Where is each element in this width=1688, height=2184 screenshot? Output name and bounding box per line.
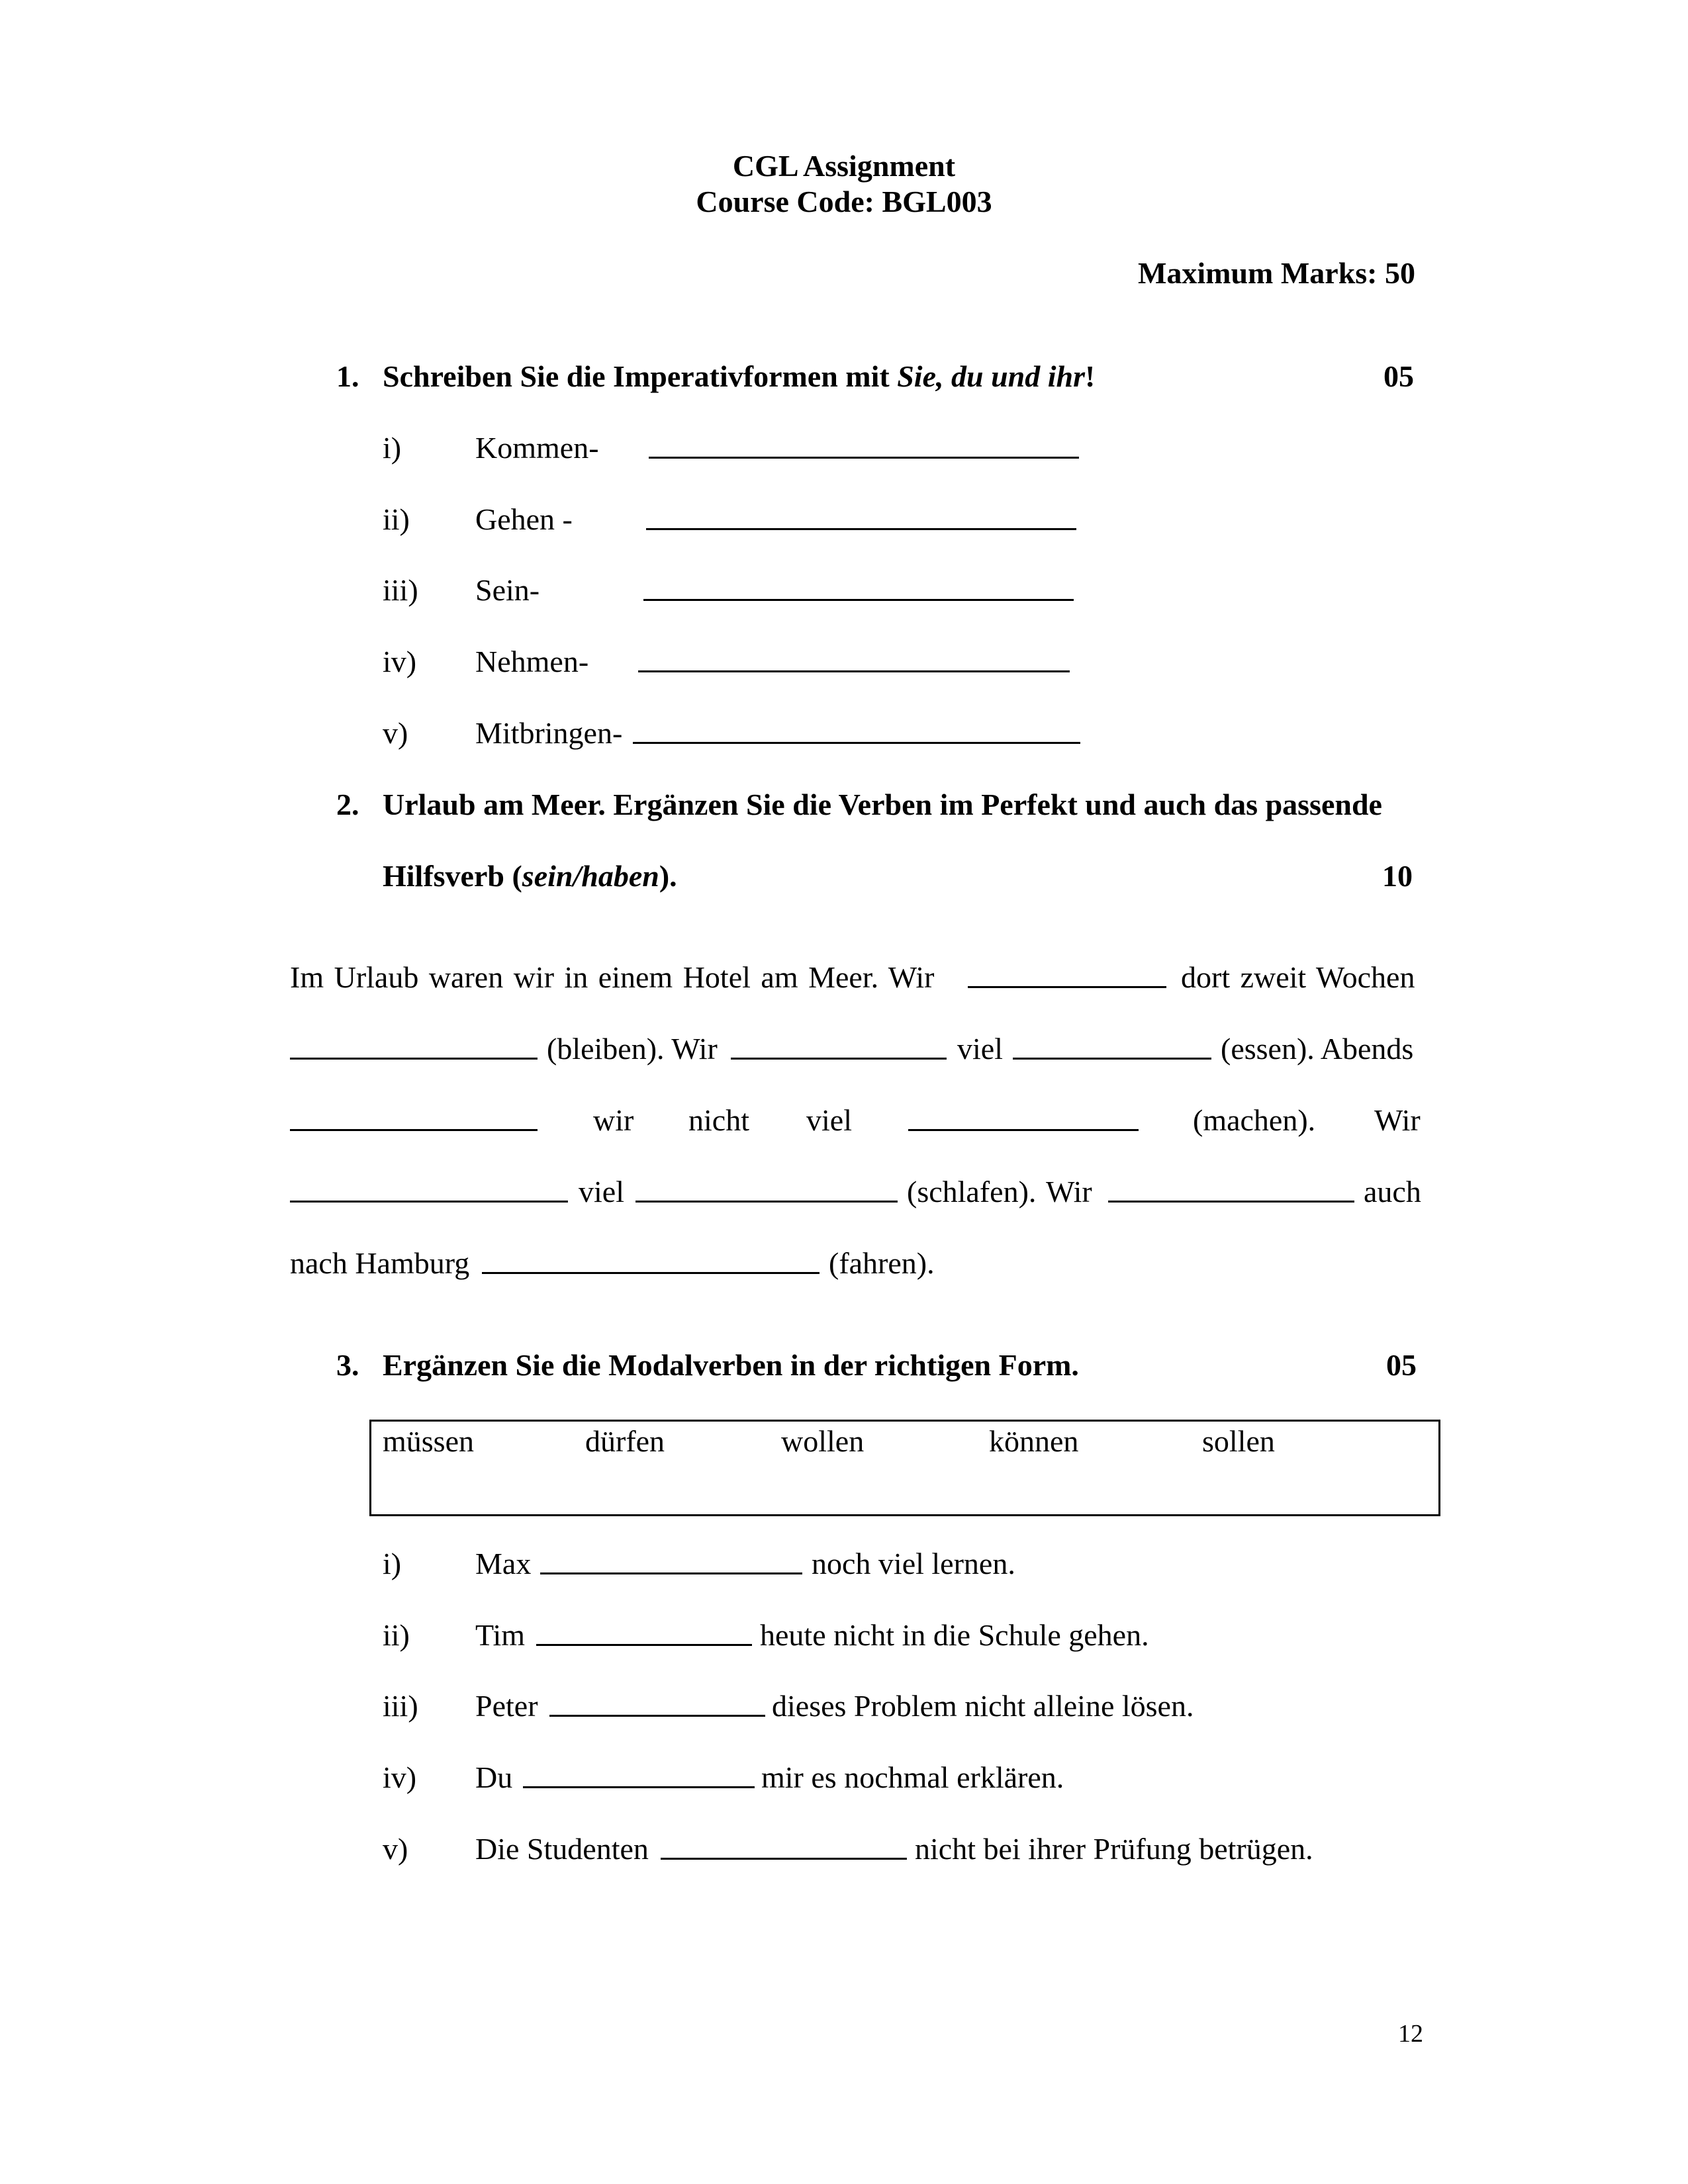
answer-blank[interactable] (290, 1058, 538, 1060)
paragraph-text: viel (957, 1032, 1003, 1066)
answer-blank[interactable] (633, 742, 1080, 744)
answer-blank[interactable] (638, 670, 1070, 672)
q3-item-rest: mir es nochmal erklären. (761, 1760, 1064, 1794)
page-number: 12 (1398, 2020, 1423, 2048)
q3-item-rest: dieses Problem nicht alleine lösen. (772, 1689, 1194, 1723)
word-bank-option: sollen (1202, 1424, 1275, 1458)
paragraph-text: (essen). Abends (1221, 1032, 1414, 1066)
q3-item-rest: noch viel lernen. (812, 1547, 1015, 1580)
q1-item-roman: v) (383, 716, 408, 750)
answer-blank[interactable] (549, 1715, 765, 1717)
paragraph-text: dort zweit Wochen (1181, 960, 1415, 994)
q3-item-subject: Du (475, 1760, 513, 1794)
answer-blank[interactable] (540, 1572, 802, 1574)
q1-question: Schreiben Sie die Imperativformen mit Sie, du und ihr! (383, 359, 1096, 393)
maximum-marks: Maximum Marks: 50 (1137, 256, 1415, 290)
answer-blank[interactable] (635, 1201, 898, 1203)
paragraph-text: nicht (688, 1103, 749, 1137)
q3-marks: 05 (1386, 1348, 1417, 1382)
answer-blank[interactable] (661, 1858, 907, 1860)
q1-item-roman: iii) (383, 573, 418, 607)
q2-marks: 10 (1382, 859, 1413, 893)
q2-question-line1: Urlaub am Meer. Ergänzen Sie die Verben im Perfekt und auch das passende (383, 788, 1382, 821)
q1-item-word: Gehen - (475, 502, 573, 536)
paragraph-text: nach Hamburg (290, 1246, 470, 1280)
q1-item-word: Mitbringen- (475, 716, 623, 750)
answer-blank[interactable] (1108, 1201, 1354, 1203)
paragraph-text: auch (1364, 1175, 1421, 1208)
paragraph-text: viel (579, 1175, 624, 1208)
word-bank-option: können (989, 1424, 1079, 1458)
q3-item-subject: Max (475, 1547, 532, 1580)
word-bank-option: müssen (383, 1424, 474, 1458)
answer-blank[interactable] (523, 1786, 755, 1788)
q3-item-roman: v) (383, 1832, 408, 1866)
paragraph-text: (fahren). (829, 1246, 935, 1280)
word-bank-option: wollen (781, 1424, 865, 1458)
q3-item-subject: Peter (475, 1689, 538, 1723)
answer-blank[interactable] (646, 528, 1076, 530)
word-bank-box (369, 1420, 1440, 1516)
q3-item-subject: Tim (475, 1618, 526, 1652)
q3-item-subject: Die Studenten (475, 1832, 649, 1866)
q3-item-rest: heute nicht in die Schule gehen. (760, 1618, 1149, 1652)
q1-item-word: Sein- (475, 573, 540, 607)
q3-item-rest: nicht bei ihrer Prüfung betrügen. (915, 1832, 1313, 1866)
course-code: Course Code: BGL003 (696, 185, 992, 218)
q1-number: 1. (336, 359, 359, 393)
q1-item-roman: iv) (383, 645, 417, 678)
q3-item-roman: i) (383, 1547, 402, 1580)
answer-blank[interactable] (968, 986, 1166, 988)
answer-blank[interactable] (482, 1272, 820, 1274)
paragraph-text: (bleiben). Wir (547, 1032, 718, 1066)
word-bank-option: dürfen (585, 1424, 665, 1458)
paragraph-text: Wir (1374, 1103, 1421, 1137)
q1-item-roman: ii) (383, 502, 410, 536)
q3-item-roman: ii) (383, 1618, 410, 1652)
paragraph-text: wir (593, 1103, 634, 1137)
q1-item-word: Kommen- (475, 431, 599, 465)
q1-item-word: Nehmen- (475, 645, 589, 678)
answer-blank[interactable] (908, 1129, 1139, 1131)
q3-number: 3. (336, 1348, 359, 1382)
paragraph-text: (schlafen). Wir (907, 1175, 1092, 1208)
paragraph-text: viel (806, 1103, 852, 1137)
q2-question-line2: Hilfsverb (sein/haben). (383, 859, 677, 893)
q1-marks: 05 (1383, 359, 1414, 393)
answer-blank[interactable] (731, 1058, 947, 1060)
answer-blank[interactable] (536, 1644, 752, 1646)
paragraph-text: (machen). (1193, 1103, 1316, 1137)
answer-blank[interactable] (1013, 1058, 1211, 1060)
answer-blank[interactable] (290, 1129, 538, 1131)
document-title: CGL Assignment (732, 149, 956, 183)
q3-item-roman: iv) (383, 1760, 417, 1794)
q2-number: 2. (336, 788, 359, 821)
answer-blank[interactable] (649, 457, 1079, 459)
q3-question: Ergänzen Sie die Modalverben in der richtigen Form. (383, 1348, 1079, 1382)
q1-item-roman: i) (383, 431, 402, 465)
paragraph-text: Im Urlaub waren wir in einem Hotel am Meer. Wir (290, 960, 935, 994)
q3-item-roman: iii) (383, 1689, 418, 1723)
answer-blank[interactable] (643, 599, 1074, 601)
answer-blank[interactable] (290, 1201, 568, 1203)
